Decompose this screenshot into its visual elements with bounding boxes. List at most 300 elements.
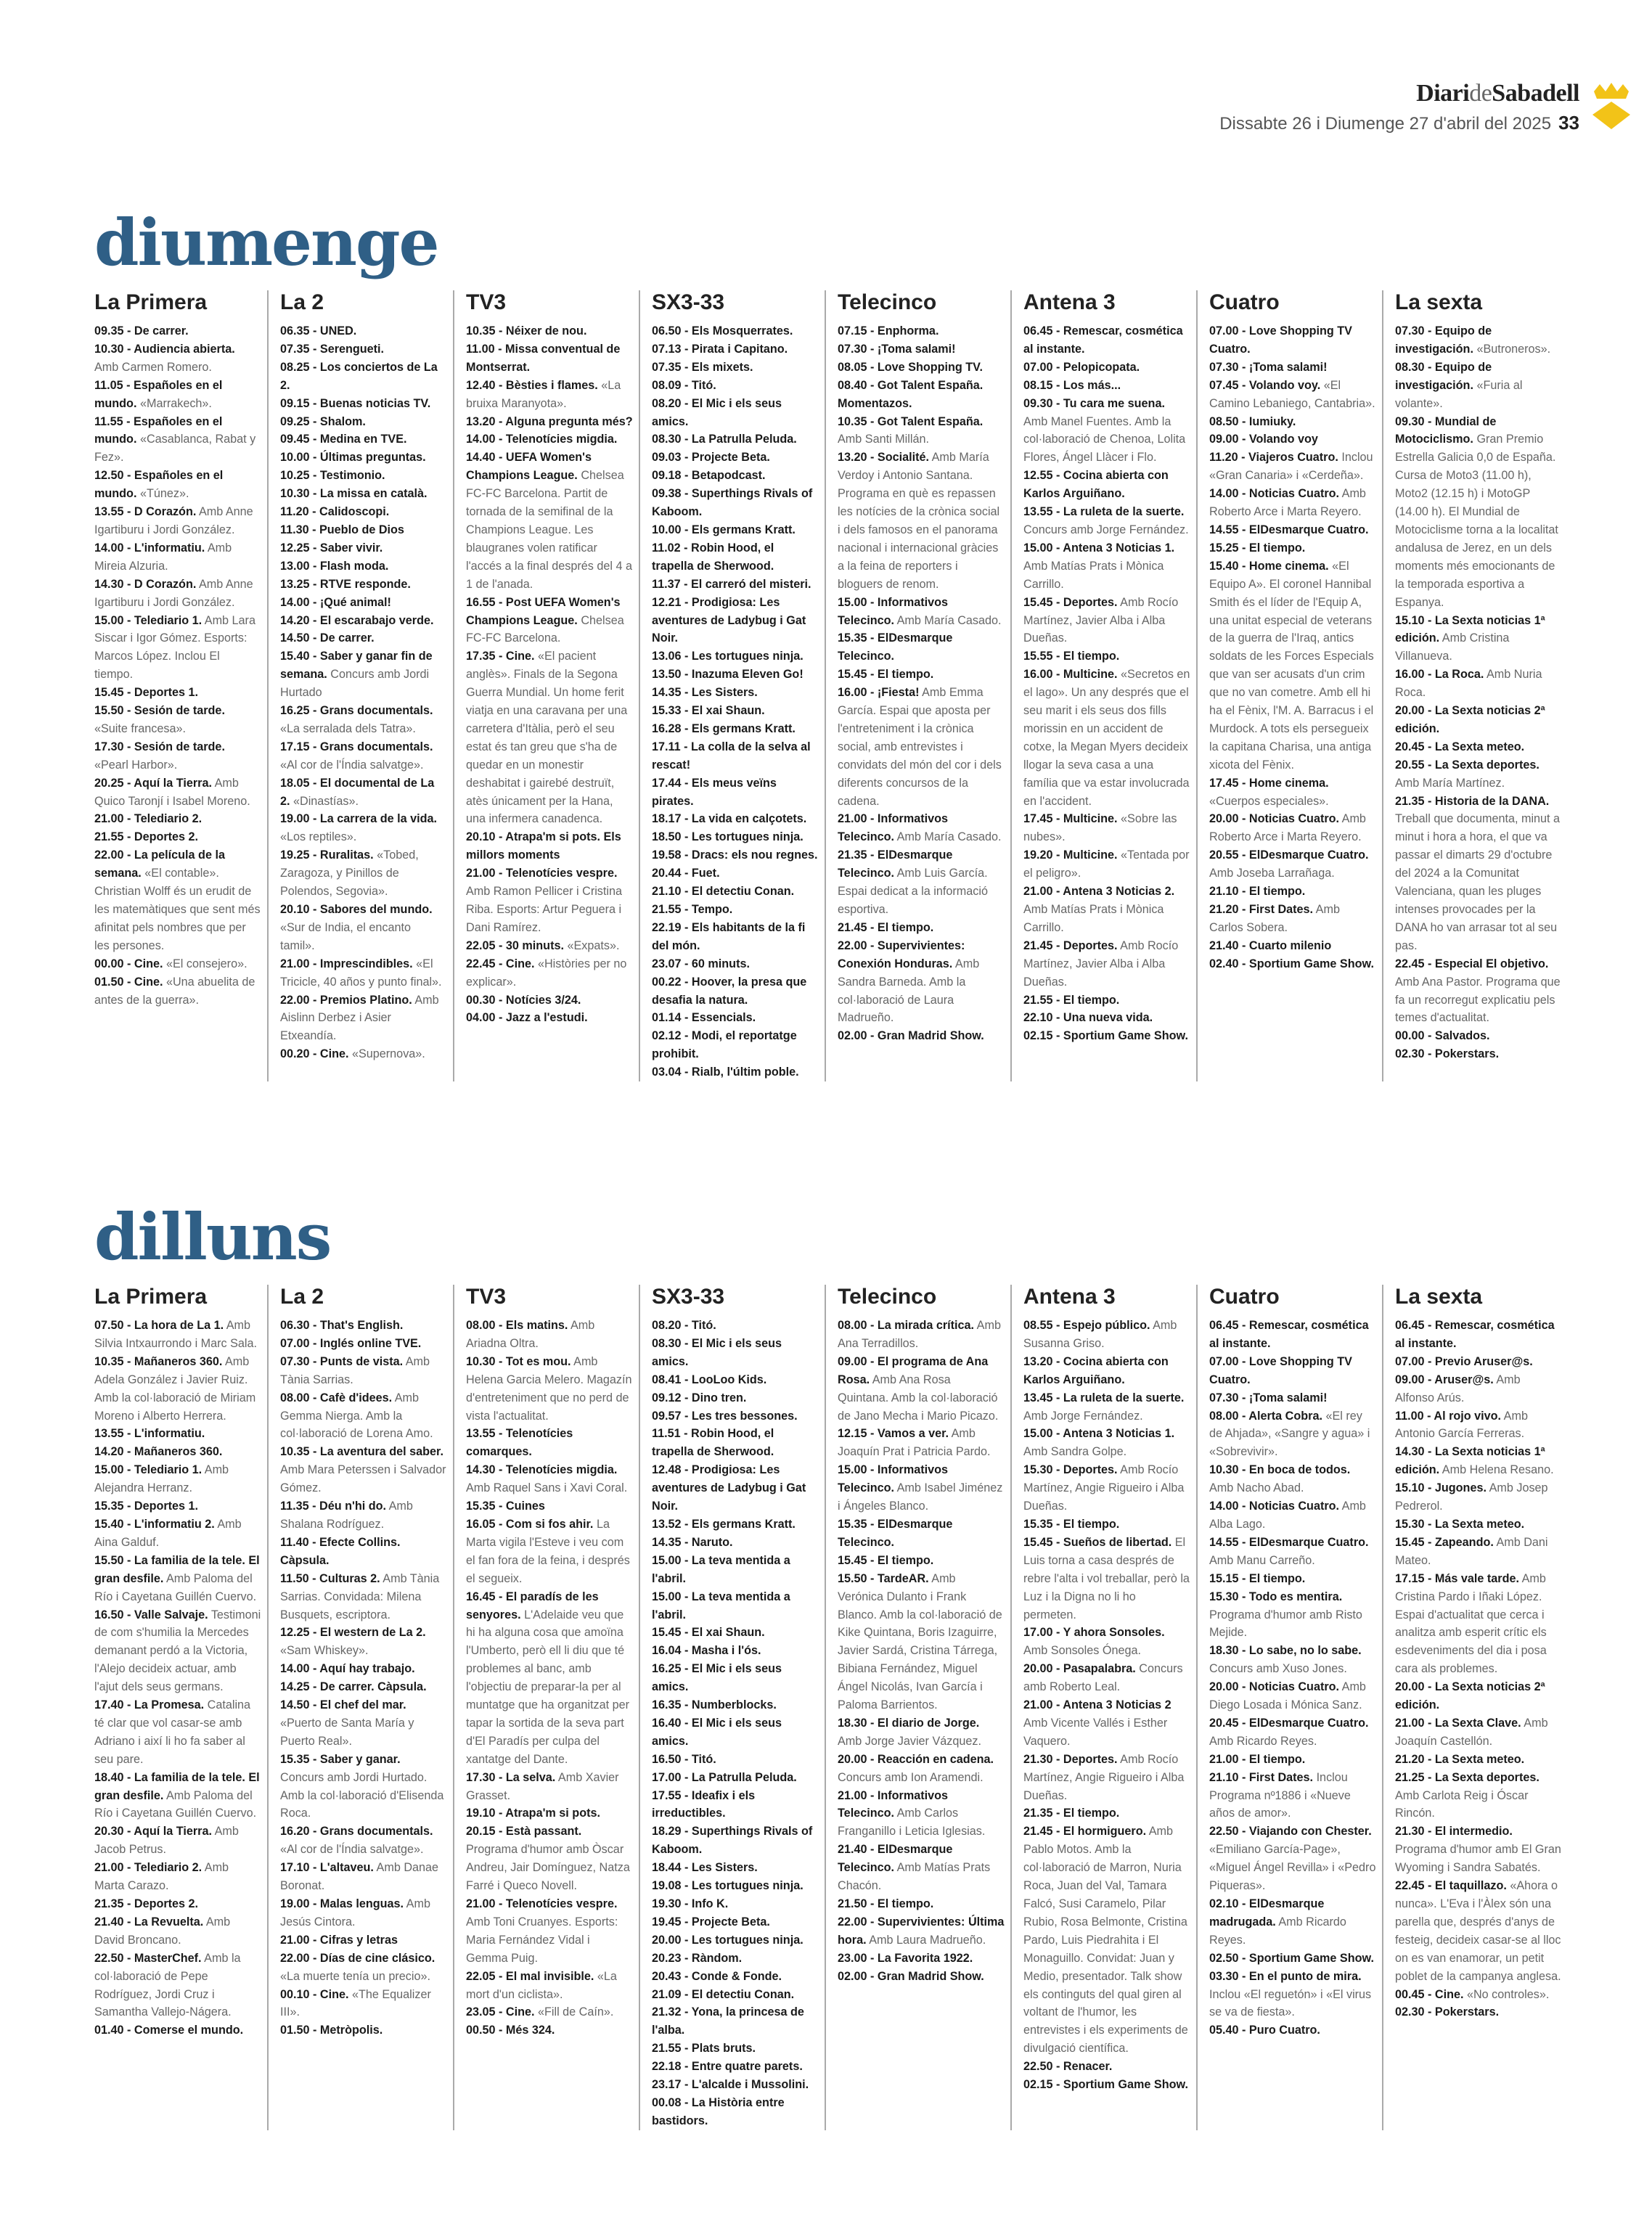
programme-description: Amb Ramon Pellicer i Cristina Riba. Esports: Artur Peguera i Dani Ramírez. (466, 885, 622, 934)
programme-time-title: 15.45 - Zapeando. (1395, 1535, 1494, 1549)
programme-entry (1209, 413, 1376, 431)
programme-description: Treball que documenta, minut a minut i hora a hora, el que va passar el dimarts 29 d'octubre del 2024 a la Comunitat Valenciana, quan les pluges intenses provocades per la DANA ho van arrasar tot al seu pas. (1395, 812, 1561, 952)
programme-entry (838, 684, 1005, 810)
programme-description: «El Tricicle, 40 años y punto final». (280, 957, 442, 989)
programme-description: «Tentada por el peligro». (1023, 848, 1190, 880)
programme-entry (94, 702, 261, 738)
programme-description: Amb Toni Cruanyes. Esports: Maria Fernández Vidal i Gemma Puig. (466, 1915, 618, 1965)
programme-entry (652, 1913, 819, 1931)
programme-time-title: 11.55 - Españoles en el mundo. (94, 414, 223, 446)
programme-entry (466, 991, 633, 1010)
programme-entry (1023, 1696, 1190, 1751)
programme-entry (94, 1950, 261, 2022)
channel-name: Antena 3 (1023, 290, 1116, 314)
programme-entry (94, 973, 261, 1010)
programme-entry (838, 629, 1005, 666)
channel-column (280, 290, 454, 1081)
programme-entry (466, 594, 633, 648)
channel-column (1023, 290, 1198, 1081)
programme-time-title: 00.45 - Cine. (1395, 1987, 1464, 2001)
programme-time-title: 22.00 - Supervivientes: Conexión Honduras. (838, 938, 965, 970)
programme-entry (652, 1877, 819, 1895)
programme-description: Concurs amb Jordi Hurtado. Amb la col·laboració d'Elisenda Roca. (280, 1770, 444, 1820)
programme-time-title: 00.00 - Cine. (94, 957, 163, 970)
programme-entry (466, 937, 633, 955)
programme-description: Amb Nacho Abad. (1209, 1481, 1304, 1495)
programme-description: Amb Sonsoles Ónega. (1023, 1644, 1141, 1658)
programme-time-title: 17.11 - La colla de la selva al rescat! (652, 740, 811, 772)
programme-entry (1209, 901, 1376, 937)
programme-entry (652, 1660, 819, 1696)
programme-time-title: 11.50 - Culturas 2. (280, 1571, 380, 1585)
programme-entry (94, 684, 261, 702)
programme-entry (1209, 1642, 1376, 1678)
programme-time-title: 20.00 - La Sexta noticias 2ª edición. (1395, 704, 1545, 735)
programme-entry (94, 1497, 261, 1516)
programme-time-title: 13.50 - Inazuma Eleven Go! (652, 668, 803, 682)
masthead (1219, 80, 1579, 134)
programme-entry (1023, 395, 1190, 467)
programme-entry (652, 1009, 819, 1027)
programme-entry (466, 1009, 633, 1027)
programme-time-title: 15.00 - La teva mentida a l'abril. (652, 1553, 790, 1585)
programme-time-title: 09.35 - De carrer. (94, 324, 189, 338)
programme-entry (652, 2040, 819, 2058)
programme-entry (838, 1317, 1005, 1353)
programme-entry (838, 1895, 1005, 1913)
programme-entry (838, 413, 1005, 449)
programme-entry (94, 1353, 261, 1426)
programme-entry (652, 1696, 819, 1714)
programme-time-title: 21.55 - Deportes 2. (94, 830, 199, 844)
programme-time-title: 20.00 - Les tortugues ninja. (652, 1933, 803, 1947)
channel-name: SX3-33 (652, 1285, 725, 1309)
programme-time-title: 10.30 - Tot es mou. (466, 1354, 571, 1368)
programme-time-title: 01.40 - Comerse el mundo. (94, 2024, 244, 2037)
programme-entry (1209, 521, 1376, 539)
programme-time-title: 10.25 - Testimonio. (280, 469, 385, 483)
programme-time-title: 14.00 - L'informatiu. (94, 541, 205, 555)
programme-description: Concurs amb Roberto Leal. (1023, 1662, 1183, 1694)
programme-entry (94, 828, 261, 846)
programme-time-title: 13.55 - L'informatiu. (94, 1427, 205, 1441)
programme-entry (652, 1968, 819, 1986)
programme-entry (94, 1859, 261, 1895)
programme-entry (1395, 1714, 1562, 1751)
programme-description: Amb Helena Garcia Melero. Magazín d'entreteniment que no perd de vista l'actualitat. (466, 1354, 632, 1423)
programme-time-title: 22.45 - Cine. (466, 957, 535, 970)
channel-column (94, 290, 269, 1081)
programme-entry (280, 576, 447, 594)
programme-description: «El pacient anglès». Finals de la Segona Guerra Mundial. Un home ferit viatja en una caravana per una carretera d'Itàlia, però el seu estat és tan greu que s'ha de quedar en un monestir deshabitat i gairebé destruït, atès únicament per la Hana, una infermera canadenca. (466, 650, 628, 826)
programme-description: «Sam Whiskey». (280, 1644, 369, 1658)
programme-time-title: 12.48 - Prodigiosa: Les aventures de Ladybug i Gat Noir. (652, 1463, 806, 1513)
programme-entry (1209, 377, 1376, 413)
programme-time-title: 15.10 - Jugones. (1395, 1481, 1487, 1495)
programme-description: Amb Rocío Martínez, Javier Alba i Alba Dueñas. (1023, 595, 1179, 645)
programme-entry (652, 864, 819, 883)
programme-description: Concurs amb Xuso Jones. (1209, 1662, 1347, 1676)
programme-entry (1395, 738, 1562, 756)
programme-entry (652, 1407, 819, 1426)
programme-time-title: 10.00 - Els germans Kratt. (652, 523, 796, 536)
programme-entry (1395, 1317, 1562, 1353)
programme-description: Amb Tània Sarrias. Convidada: Milena Busquets, escriptora. (280, 1571, 440, 1621)
programme-time-title: 21.55 - Tempo. (652, 903, 733, 916)
programme-time-title: 15.45 - Deportes 1. (94, 686, 199, 700)
programme-time-title: 09.25 - Shalom. (280, 414, 366, 428)
programme-description: Chelsea FC-FC Barcelona. (466, 613, 624, 645)
programme-description: L'Adelaide veu que hi ha alguna cosa que amoïna l'Umberto, però ell li diu que té problemes al banc, amb l'objectiu de preparar-la per al muntatge que ha organitzat per tapar la sortida de la seva part d'El Paradís per culpa del xantatge del Dante. (466, 1608, 629, 1766)
programme-time-title: 21.45 - El tiempo. (838, 920, 934, 934)
programme-time-title: 12.15 - Vamos a ver. (838, 1427, 949, 1441)
programme-entry (652, 359, 819, 377)
programme-entry (652, 594, 819, 648)
programme-entry (280, 503, 447, 521)
programme-entry (652, 539, 819, 576)
programme-entry (838, 919, 1005, 937)
programme-time-title: 08.30 - Equipo de investigación. (1395, 360, 1492, 392)
programme-entry (652, 430, 819, 449)
programme-entry (94, 612, 261, 684)
programme-entry (466, 1497, 633, 1516)
programme-entry (838, 1950, 1005, 1968)
programme-entry (1209, 1714, 1376, 1751)
channel-column (94, 1285, 269, 2130)
channel-name: La sexta (1395, 290, 1483, 314)
programme-entry (652, 395, 819, 431)
programme-time-title: 22.00 - Supervivientes: Última hora. (838, 1915, 1005, 1947)
programme-time-title: 20.44 - Fuet. (652, 867, 720, 880)
programme-entry (1023, 1751, 1190, 1805)
programme-entry (280, 612, 447, 630)
programme-time-title: 15.45 - El xai Shaun. (652, 1626, 765, 1640)
programme-entry (466, 864, 633, 937)
programme-entry (280, 1931, 447, 1950)
programme-time-title: 19.00 - La carrera de la vida. (280, 812, 437, 826)
programme-time-title: 16.00 - ¡Fiesta! (838, 686, 920, 700)
programme-description: Amb María Verdoy i Antonio Santana. Programa en què es repassen les notícies de la crònica social i dels famosos en el panorama nacional i internacional gràcies a la feina de reporters i bloguers de renom. (838, 451, 1000, 591)
programme-entry (1395, 756, 1562, 793)
programme-description: Amb Joaquín Prat i Patricia Pardo. (838, 1427, 991, 1459)
programme-entry (1209, 539, 1376, 557)
programme-entry (1023, 359, 1190, 377)
programme-time-title: 08.20 - Titó. (652, 1319, 716, 1332)
programme-time-title: 11.05 - Españoles en el mundo. (94, 378, 223, 410)
programme-entry (652, 1335, 819, 1371)
programme-entry (838, 1913, 1005, 1950)
programme-time-title: 15.10 - La Sexta noticias 1ª edición. (1395, 613, 1545, 645)
programme-entry (1023, 2076, 1190, 2094)
programme-time-title: 07.30 - Equipo de investigación. (1395, 324, 1492, 356)
programme-time-title: 09.12 - Dino tren. (652, 1391, 747, 1404)
programme-time-title: 21.00 - Telenotícies vespre. (466, 867, 618, 880)
programme-time-title: 15.00 - La teva mentida a l'abril. (652, 1590, 790, 1621)
programme-description: «Supernova». (351, 1047, 425, 1061)
programme-entry (280, 485, 447, 503)
programme-entry (1395, 2003, 1562, 2021)
programme-entry (652, 1425, 819, 1461)
programme-time-title: 18.30 - El diario de Jorge. (838, 1716, 980, 1730)
programme-time-title: 21.10 - El detectiu Conan. (652, 885, 795, 899)
programme-entry (466, 413, 633, 431)
programme-entry (280, 1353, 447, 1389)
programme-time-title: 05.40 - Puro Cuatro. (1209, 2024, 1320, 2037)
programme-time-title: 14.20 - El escarabajo verde. (280, 613, 434, 627)
programme-time-title: 07.45 - Volando voy. (1209, 378, 1321, 392)
programme-description: Amb Helena Resano. (1442, 1463, 1554, 1477)
programme-time-title: 07.00 - Love Shopping TV Cuatro. (1209, 1354, 1352, 1386)
programme-time-title: 22.05 - 30 minuts. (466, 938, 564, 952)
programme-time-title: 21.10 - El tiempo. (1209, 885, 1306, 899)
programme-entry (94, 467, 261, 503)
programme-description: Amb Carmen Romero. (94, 360, 212, 374)
programme-entry (652, 738, 819, 774)
programme-entry (466, 1516, 633, 1588)
programme-entry (838, 937, 1005, 1028)
programme-time-title: 06.50 - Els Mosquerrates. (652, 324, 793, 338)
programme-entry (280, 1696, 447, 1751)
programme-description: Amb Sandra Barneda. Amb la col·laboració de Laura Madrueño. (838, 957, 980, 1025)
programme-time-title: 02.00 - Gran Madrid Show. (838, 1969, 984, 1983)
programme-description: Amb Tània Sarrias. (280, 1354, 430, 1386)
programme-time-title: 15.00 - Informativos Telecinco. (838, 595, 949, 627)
programme-time-title: 20.10 - Atrapa'm si pots. Els millors moments (466, 830, 621, 862)
programme-description: Amb Jorge Javier Vázquez. (838, 1734, 981, 1748)
channel-name: La Primera (94, 1285, 208, 1309)
programme-entry (466, 430, 633, 449)
programme-time-title: 16.20 - Grans documentals. (280, 1825, 433, 1839)
programme-entry (1209, 1769, 1376, 1823)
programme-time-title: 21.20 - La Sexta meteo. (1395, 1752, 1525, 1766)
programme-description: Amb Antonio García Ferreras. (1395, 1409, 1528, 1441)
programme-time-title: 11.00 - Missa conventual de Montserrat. (466, 342, 621, 374)
programme-time-title: 15.30 - Todo es mentira. (1209, 1590, 1343, 1603)
programme-entry (280, 955, 447, 991)
programme-description: Programa d'humor amb El Gran Wyoming i Sandra Sabatés. (1395, 1843, 1561, 1875)
programme-description: Amb Gemma Nierga. Amb la col·laboració de Lorena Amo. (280, 1391, 433, 1441)
programme-entry (94, 774, 261, 811)
programme-entry (280, 467, 447, 485)
programme-description: Amb Carlos Sobera. (1209, 903, 1340, 934)
programme-time-title: 10.35 - Got Talent España. (838, 414, 984, 428)
programme-description: Amb Anne Igartiburu i Jordi González. (94, 577, 253, 609)
programme-time-title: 09.15 - Buenas noticias TV. (280, 396, 431, 410)
programme-time-title: 09.30 - Tu cara me suena. (1023, 396, 1165, 410)
programme-time-title: 16.25 - El Mic i els seus amics. (652, 1662, 782, 1694)
programme-time-title: 14.20 - Mañaneros 360. (94, 1445, 223, 1459)
programme-entry (1023, 322, 1190, 359)
issue-date: Dissabte 26 i Diumenge 27 d'abril del 2025 33 (1219, 112, 1579, 134)
programme-entry (1023, 594, 1190, 648)
programme-time-title: 10.00 - Últimas preguntas. (280, 451, 426, 465)
programme-time-title: 01.50 - Cine. (94, 975, 163, 989)
programme-entry (1209, 1353, 1376, 1389)
programme-time-title: 17.10 - L'altaveu. (280, 1861, 374, 1875)
programme-entry (652, 1534, 819, 1552)
programme-time-title: 17.40 - La Promesa. (94, 1698, 205, 1712)
programme-description: «Dinastías». (293, 794, 359, 808)
programme-time-title: 08.00 - Els matins. (466, 1319, 568, 1332)
programme-entry (94, 810, 261, 828)
programme-description: «Pearl Harbor». (94, 758, 178, 772)
programme-time-title: 23.17 - L'alcalde i Mussolini. (652, 2078, 809, 2092)
programme-time-title: 06.45 - Remescar, cosmética al instante. (1395, 1319, 1555, 1350)
programme-entry (466, 1425, 633, 1461)
programme-entry (652, 1986, 819, 2004)
programme-entry (1209, 810, 1376, 846)
programme-time-title: 19.45 - Projecte Beta. (652, 1915, 770, 1929)
programme-entry (1395, 1353, 1562, 1371)
programme-time-title: 21.55 - El tiempo. (1023, 993, 1120, 1007)
programme-entry (94, 576, 261, 612)
programme-description: «Ahora o nunca». L'Eva i l'Àlex són una parella que, després d'anys de festeig, decideix casar-se al lloc on es van enamorar, un petit poblet de la campanya anglesa. (1395, 1879, 1561, 1983)
programme-entry (1023, 1624, 1190, 1660)
programme-entry (466, 1895, 633, 1968)
programme-entry (280, 629, 447, 647)
programme-time-title: 16.45 - El paradís de les senyores. (466, 1590, 599, 1621)
programme-entry (280, 1335, 447, 1353)
programme-time-title: 08.30 - El Mic i els seus amics. (652, 1336, 782, 1368)
programme-description: Amb Ana Rosa Quintana. Amb la col·laboració de Jano Mecha i Mario Picazo. (838, 1373, 999, 1423)
programme-time-title: 23.00 - La Favorita 1922. (838, 1951, 973, 1965)
programme-time-title: 13.55 - La ruleta de la suerte. (1023, 505, 1185, 519)
programme-entry (94, 955, 261, 973)
programme-time-title: 15.25 - El tiempo. (1209, 541, 1306, 555)
programme-entry (1395, 702, 1562, 738)
programme-time-title: 23.07 - 60 minuts. (652, 957, 750, 970)
programme-time-title: 15.00 - Telediario 1. (94, 613, 203, 627)
programme-time-title: 15.50 - La familia de la tele. El gran desfile. (94, 1553, 260, 1585)
programme-entry (280, 1950, 447, 1986)
programme-description: Amb Diego Losada i Mónica Sanz. (1209, 1680, 1366, 1712)
programme-time-title: 17.30 - La selva. (466, 1770, 556, 1784)
programme-entry (280, 430, 447, 449)
programme-time-title: 00.50 - Més 324. (466, 2024, 555, 2037)
programme-entry (466, 1461, 633, 1497)
channel-name: La Primera (94, 290, 208, 314)
programme-entry (1023, 1425, 1190, 1461)
programme-entry (94, 322, 261, 340)
programme-description: Concurs amb Jorge Fernández. (1023, 523, 1189, 536)
programme-entry (838, 1027, 1005, 1045)
channel-name: La 2 (280, 290, 324, 314)
programme-entry (1023, 1027, 1190, 1045)
programme-time-title: 21.30 - Deportes. (1023, 1752, 1118, 1766)
programme-time-title: 13.00 - Flash moda. (280, 559, 389, 573)
programme-description: El Luis torna a casa després de rebre l'alta i vol treballar, però la Luz i la Digna no li ho permeten. (1023, 1535, 1190, 1621)
programme-entry (1395, 955, 1562, 1028)
programme-time-title: 22.05 - El mal invisible. (466, 1969, 594, 1983)
channel-name: Cuatro (1209, 1285, 1280, 1309)
programme-time-title: 02.10 - ElDesmarque madrugada. (1209, 1897, 1325, 1929)
programme-time-title: 18.50 - Les tortugues ninja. (652, 830, 803, 844)
programme-entry (466, 1353, 633, 1426)
programme-time-title: 02.30 - Pokerstars. (1395, 2005, 1500, 2019)
programme-description: «Suite francesa». (94, 721, 186, 735)
programme-entry (1395, 1823, 1562, 1877)
programme-entry (280, 702, 447, 738)
programme-entry (1395, 1986, 1562, 2004)
programme-description: Amb Isabel Jiménez i Ángeles Blanco. (838, 1481, 1003, 1513)
programme-entry (1209, 1461, 1376, 1497)
programme-description: Amb Ariadna Oltra. (466, 1319, 595, 1350)
programme-entry (1023, 991, 1190, 1010)
programme-description: «La mort d'un ciclista». (466, 1969, 617, 2001)
programme-time-title: 07.50 - La hora de La 1. (94, 1319, 224, 1332)
programme-time-title: 16.50 - Titó. (652, 1752, 716, 1766)
programme-entry (652, 810, 819, 828)
programme-entry (1209, 1570, 1376, 1588)
programme-entry (280, 539, 447, 557)
programme-entry (1023, 937, 1190, 991)
programme-time-title: 18.40 - La familia de la tele. El gran desfile. (94, 1770, 260, 1802)
programme-entry (280, 846, 447, 901)
programme-entry (1209, 1497, 1376, 1534)
programme-time-title: 21.00 - La Sexta Clave. (1395, 1716, 1521, 1730)
channel-column (1023, 1285, 1198, 2130)
programme-time-title: 16.40 - El Mic i els seus amics. (652, 1716, 782, 1748)
programme-entry (94, 1696, 261, 1769)
programme-time-title: 08.15 - Los más... (1023, 378, 1121, 392)
programme-time-title: 22.45 - El taquillazo. (1395, 1879, 1507, 1893)
programme-time-title: 15.50 - Sesión de tarde. (94, 704, 225, 718)
programme-time-title: 21.20 - First Dates. (1209, 903, 1314, 916)
programme-time-title: 14.30 - D Corazón. (94, 577, 197, 591)
programme-description: Amb Ana Pastor. Programa que fa un recorregut explicatiu pels temes d'actualitat. (1395, 975, 1561, 1025)
programme-time-title: 19.00 - Malas lenguas. (280, 1897, 404, 1910)
programme-description: Amb Rocío Martínez, Angie Rigueiro i Alba Dueñas. (1023, 1463, 1185, 1513)
programme-time-title: 13.20 - Socialité. (838, 451, 929, 465)
programme-entry (280, 1624, 447, 1660)
programme-description: «Marrakech». (139, 396, 212, 410)
day-section-dilluns (94, 1199, 1568, 2130)
programme-time-title: 02.12 - Modi, el reportatge prohibit. (652, 1029, 797, 1061)
programme-description: «Al cor de l'Índia salvatge». (280, 1843, 424, 1857)
programme-entry (1023, 647, 1190, 666)
programme-time-title: 11.00 - Al rojo vivo. (1395, 1409, 1502, 1423)
programme-entry (280, 810, 447, 846)
programme-description: Amb Quico Taronjí i Isabel Moreno. (94, 776, 250, 808)
programme-description: Amb Luis García. Espai dedicat a la informació esportiva. (838, 867, 988, 916)
programme-time-title: 06.30 - That's English. (280, 1319, 404, 1332)
programme-entry (652, 973, 819, 1010)
programme-entry (838, 377, 1005, 413)
programme-time-title: 08.55 - Espejo público. (1023, 1319, 1150, 1332)
programme-entry (1023, 883, 1190, 937)
programme-time-title: 15.35 - ElDesmarque Telecinco. (838, 631, 953, 663)
programme-time-title: 09.18 - Betapodcast. (652, 469, 766, 483)
programme-time-title: 13.25 - RTVE responde. (280, 577, 411, 591)
programme-entry (280, 557, 447, 576)
programme-entry (1023, 1389, 1190, 1426)
programme-time-title: 15.35 - ElDesmarque Telecinco. (838, 1517, 953, 1549)
programme-entry (94, 503, 261, 539)
programme-description: Inclou «El reguetón» i «El virus se va de fiesta». (1209, 1987, 1372, 2019)
programme-entry (280, 774, 447, 811)
programme-description: Amb Paloma del Río i Cayetana Guillén Cuervo. (94, 1571, 257, 1603)
programme-description: Amb Marta Carazo. (94, 1861, 229, 1893)
programme-description: Amb Matías Prats Chacón. (838, 1861, 991, 1893)
programme-entry (652, 1931, 819, 1950)
programme-time-title: 14.00 - Noticias Cuatro. (1209, 487, 1340, 501)
programme-description: Amb Mara Peterssen i Salvador Gómez. (280, 1463, 446, 1495)
programme-description: Amb Lara Siscar i Igor Gómez. Esports: Marcos López. Inclou El tiempo. (94, 613, 255, 682)
programme-description: Amb Laura Madrueño. (869, 1933, 986, 1947)
programme-entry (94, 539, 261, 576)
programme-time-title: 19.08 - Les tortugues ninja. (652, 1879, 803, 1893)
programme-entry (94, 1895, 261, 1913)
